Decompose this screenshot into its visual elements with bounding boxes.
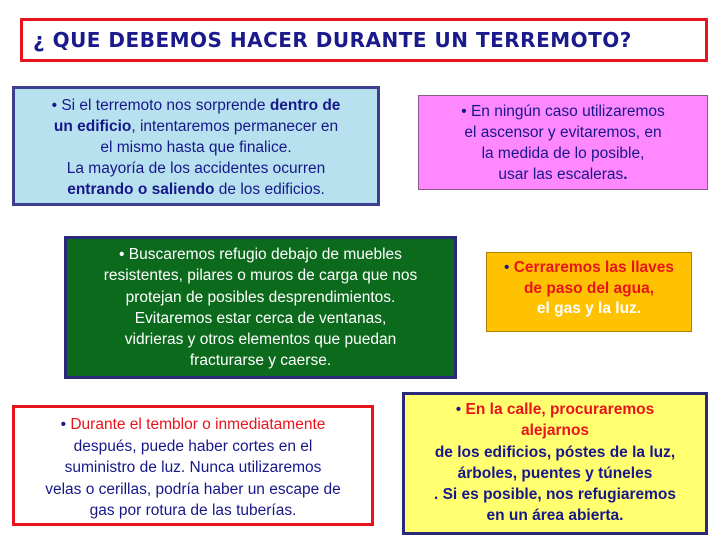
indoor-bold-text: un edificio	[53, 118, 132, 135]
shelter-text: vidrieras y otros elementos que puedan	[124, 331, 397, 349]
power-outage-advice-box	[12, 405, 374, 526]
utilities-text: el gas y la luz.	[536, 300, 642, 317]
power-outage-text: suministro de luz. Nunca utilizaremos	[64, 459, 322, 476]
utilities-text: de paso del agua,	[523, 279, 655, 297]
bullet-icon: •	[455, 401, 462, 418]
shelter-text: protejan de posibles desprendimientos.	[125, 288, 396, 306]
bullet-icon: •	[119, 246, 125, 263]
page-title: ¿ QUE DEBEMOS HACER DURANTE UN TERREMOTO?	[20, 18, 708, 62]
street-text: . Si es posible, nos refugiaremos	[433, 486, 677, 504]
indoor-bold-text: dentro de	[269, 97, 341, 114]
shelter-text: Evitaremos estar cerca de ventanas,	[134, 309, 387, 327]
indoor-text: Si el terremoto nos sorprende	[61, 97, 270, 114]
elevator-text: usar las escaleras	[498, 166, 624, 183]
street-text: de los edificios, póstes de la luz,	[434, 443, 676, 461]
shelter-advice-box	[64, 236, 457, 379]
utilities-advice-box	[486, 252, 692, 332]
bullet-icon: •	[60, 416, 67, 433]
elevator-text: En ningún caso utilizaremos	[470, 103, 665, 120]
elevator-advice-box	[418, 95, 708, 190]
power-outage-text: gas por rotura de las tuberías.	[89, 502, 297, 519]
bullet-icon: •	[503, 259, 510, 276]
elevator-text: la medida de lo posible,	[481, 145, 645, 162]
street-advice-box	[402, 392, 708, 535]
power-outage-text: velas o cerillas, podría haber un escape de	[45, 480, 341, 498]
elevator-text-end: .	[623, 166, 628, 183]
indoor-text: , intentaremos permanecer en	[131, 118, 339, 135]
street-text: alejarnos	[520, 422, 590, 440]
utilities-text: Cerraremos las llaves	[513, 259, 675, 276]
street-text: árboles, puentes y túneles	[457, 464, 653, 482]
indoor-text: La mayoría de los accidentes ocurren	[66, 160, 326, 177]
indoor-text: el mismo hasta que finalice.	[100, 139, 292, 156]
indoor-bold-text: entrando o saliendo	[67, 181, 215, 198]
power-outage-text: después, puede haber cortes en el	[73, 437, 313, 455]
indoor-text: de los edificios.	[214, 181, 325, 198]
bullet-icon: •	[51, 97, 57, 114]
indoor-advice-box	[12, 86, 380, 206]
shelter-text: fracturarse y caerse.	[189, 352, 332, 370]
bullet-icon: •	[461, 103, 467, 120]
street-text: En la calle, procuraremos	[465, 401, 655, 418]
power-outage-text: Durante el temblor o inmediatamente	[70, 416, 326, 433]
shelter-text: resistentes, pilares o muros de carga que nos	[103, 267, 418, 285]
shelter-text: Buscaremos refugio debajo de muebles	[128, 246, 402, 263]
elevator-text: el ascensor y evitaremos, en	[464, 124, 662, 141]
street-text: en un área abierta.	[486, 507, 624, 525]
